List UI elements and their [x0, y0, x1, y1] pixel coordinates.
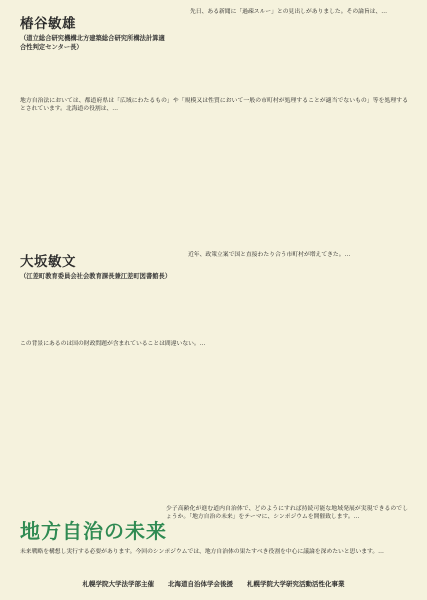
sponsor-organizer: 札幌学院大学法学部主催	[82, 580, 154, 588]
sponsor-line	[20, 579, 407, 588]
event-title: 地方自治の未来	[20, 519, 167, 543]
speaker-2-name: 大坂敏文	[20, 254, 76, 270]
sponsor-backer: 北海道自治体学会後援	[168, 580, 233, 588]
speaker-2-body: この背景にあるのは国の財政問題が含まれていることは間違いない。…	[20, 341, 206, 347]
speaker-2-intro: 近年、政策立案で国と直接わたり合う市町村が増えてきた。…	[188, 252, 351, 258]
sponsor-program: 札幌学院大学研究活動活性化事業	[247, 580, 345, 588]
speaker-2-header	[20, 250, 172, 282]
event-intro: 少子高齢化が進む道内自治体で、どのようにすれば持続可能な地域発展が実現できるのでしょうか。「地方自治の未来」をテーマに、シンポジウムを開催致します。…	[166, 506, 408, 521]
speaker-1-body: 地方自治法においては、都道府県は「広域にわたるもの」や「規模又は性質において一般の市町村が処理することが適当でないもの」等を処理するとされています。北海道の役割は、…	[20, 98, 408, 113]
speaker-1-affiliation: （道立総合研究機構北方建築総合研究所構法計算適合性判定センター長）	[20, 35, 165, 51]
speaker-1-intro: 先日、ある新聞に「過疎スルー」との見出しがありました。その論旨は、…	[190, 9, 388, 15]
speaker-1-name: 椿谷敏雄	[20, 16, 76, 32]
speaker-2-affiliation: （江差町教育委員会社会教育課長兼江差町図書館長）	[20, 273, 172, 280]
event-body: 未来戦略を構想し実行する必要があります。今回のシンポジウムでは、地方自治体の果たすべき役割を中心に議論を深めたいと思います。…	[20, 549, 384, 555]
speaker-1-header	[20, 12, 168, 52]
